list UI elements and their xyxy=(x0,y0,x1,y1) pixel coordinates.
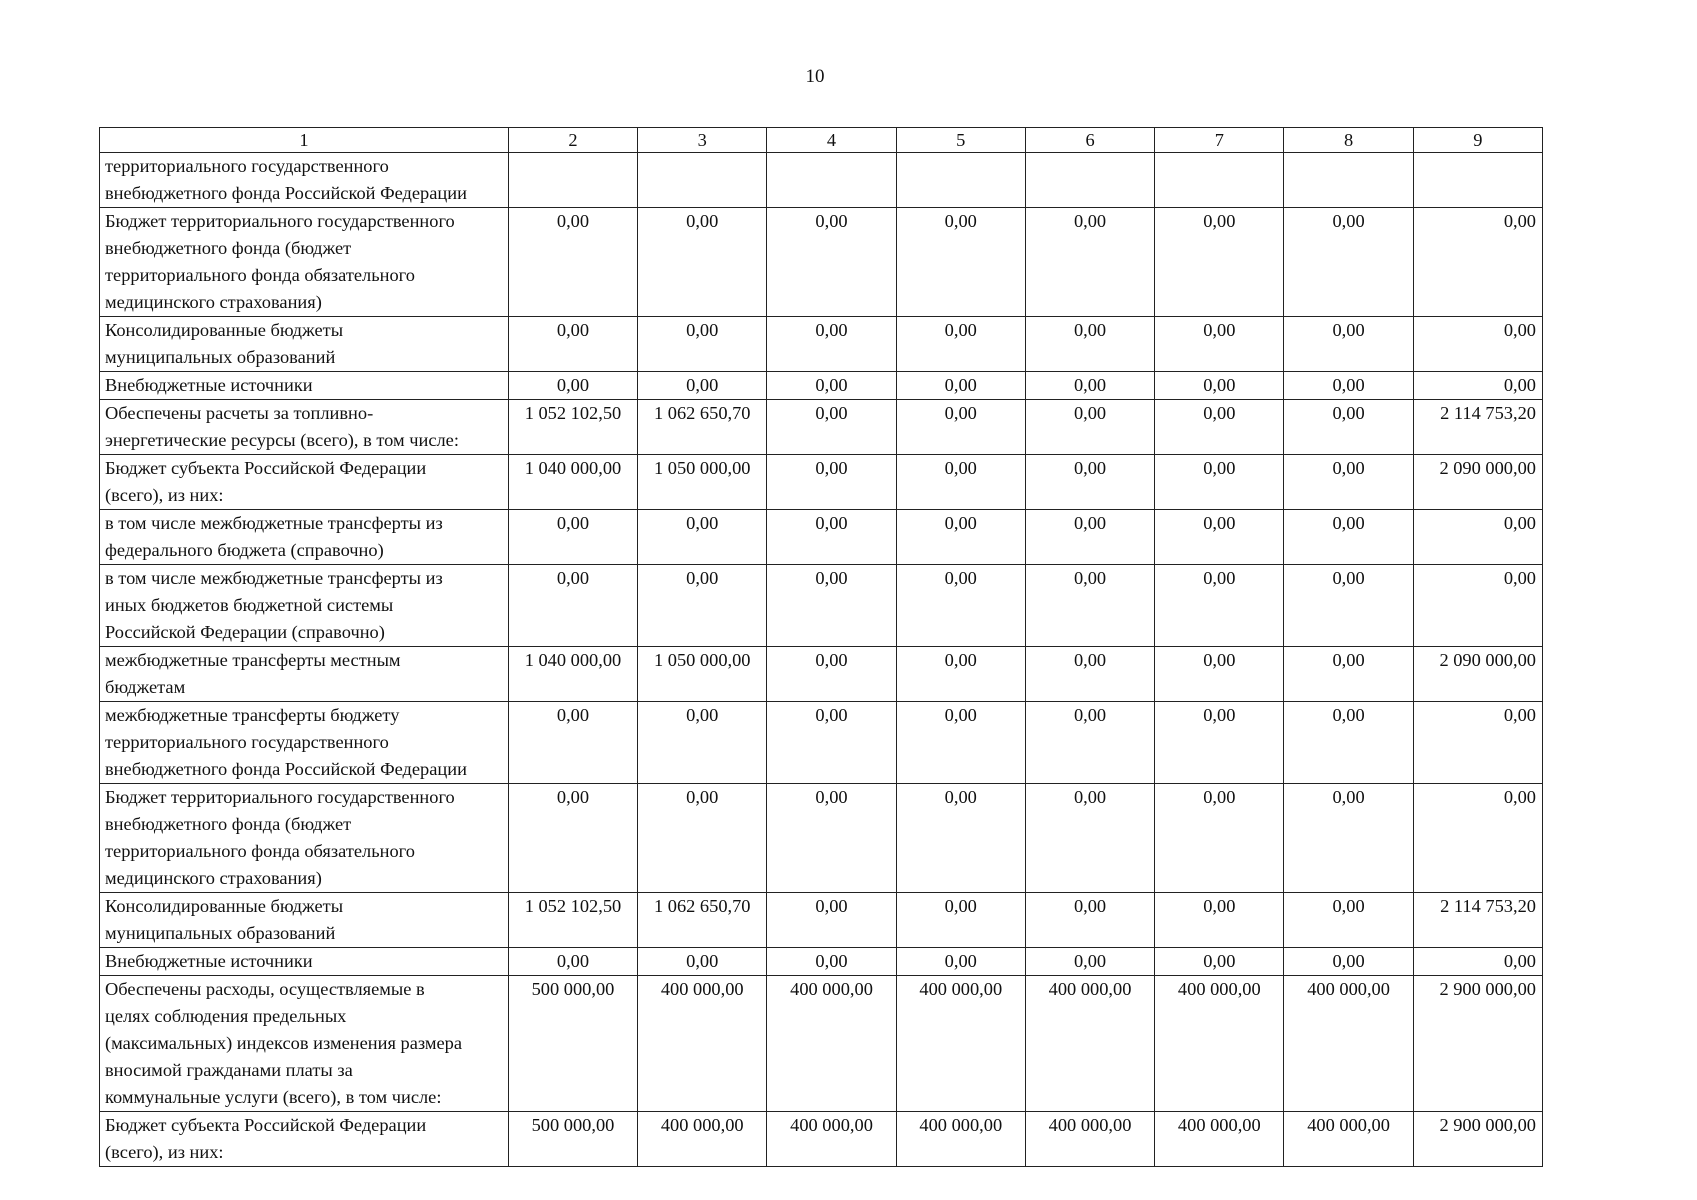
value-cell: 0,00 xyxy=(1284,565,1413,647)
value-cell: 0,00 xyxy=(1284,372,1413,400)
column-header: 6 xyxy=(1025,128,1154,153)
value-cell: 0,00 xyxy=(767,702,896,784)
value-cell: 0,00 xyxy=(1155,400,1284,455)
value-cell: 0,00 xyxy=(1155,702,1284,784)
value-cell: 500 000,00 xyxy=(508,976,637,1112)
value-cell: 0,00 xyxy=(638,317,767,372)
value-cell: 0,00 xyxy=(1413,317,1542,372)
value-cell: 0,00 xyxy=(1413,208,1542,317)
value-cell: 0,00 xyxy=(767,893,896,948)
value-cell: 1 050 000,00 xyxy=(638,455,767,510)
value-cell: 0,00 xyxy=(767,400,896,455)
value-cell: 0,00 xyxy=(1284,400,1413,455)
column-header: 8 xyxy=(1284,128,1413,153)
value-cell xyxy=(1413,153,1542,208)
table-row xyxy=(100,317,1543,372)
value-cell: 0,00 xyxy=(1025,317,1154,372)
row-label: в том числе межбюджетные трансферты из иных бюджетов бюджетной системы Российской Федерации (справочно) xyxy=(100,565,509,647)
value-cell: 0,00 xyxy=(1284,784,1413,893)
value-cell: 0,00 xyxy=(508,317,637,372)
row-label: Обеспечены расчеты за топливно- энергетические ресурсы (всего), в том числе: xyxy=(100,400,509,455)
row-label: Бюджет территориального государственного внебюджетного фонда (бюджет территориального фонда обязательного медицинского страхования) xyxy=(100,208,509,317)
table-row xyxy=(100,455,1543,510)
row-label: Консолидированные бюджеты муниципальных образований xyxy=(100,317,509,372)
table-header-row xyxy=(100,128,1543,153)
row-label: Консолидированные бюджеты муниципальных образований xyxy=(100,893,509,948)
value-cell: 1 062 650,70 xyxy=(638,400,767,455)
value-cell xyxy=(767,153,896,208)
value-cell: 0,00 xyxy=(767,317,896,372)
value-cell: 0,00 xyxy=(1413,784,1542,893)
value-cell: 0,00 xyxy=(1413,565,1542,647)
value-cell: 0,00 xyxy=(508,784,637,893)
value-cell: 0,00 xyxy=(508,510,637,565)
value-cell: 0,00 xyxy=(1284,893,1413,948)
value-cell: 0,00 xyxy=(896,784,1025,893)
value-cell: 0,00 xyxy=(1025,784,1154,893)
column-header: 4 xyxy=(767,128,896,153)
row-label: Бюджет субъекта Российской Федерации (всего), из них: xyxy=(100,1112,509,1167)
table-row xyxy=(100,565,1543,647)
value-cell: 0,00 xyxy=(1155,510,1284,565)
value-cell: 0,00 xyxy=(1025,565,1154,647)
value-cell: 0,00 xyxy=(1155,372,1284,400)
value-cell: 0,00 xyxy=(1025,948,1154,976)
value-cell: 400 000,00 xyxy=(638,1112,767,1167)
value-cell: 400 000,00 xyxy=(1155,976,1284,1112)
value-cell xyxy=(1284,153,1413,208)
value-cell: 400 000,00 xyxy=(767,976,896,1112)
value-cell: 0,00 xyxy=(1025,400,1154,455)
table-row xyxy=(100,976,1543,1112)
value-cell: 0,00 xyxy=(767,372,896,400)
row-label: межбюджетные трансферты местным бюджетам xyxy=(100,647,509,702)
value-cell: 0,00 xyxy=(638,208,767,317)
value-cell: 2 900 000,00 xyxy=(1413,976,1542,1112)
value-cell: 500 000,00 xyxy=(508,1112,637,1167)
row-label: в том числе межбюджетные трансферты из федерального бюджета (справочно) xyxy=(100,510,509,565)
value-cell: 0,00 xyxy=(896,948,1025,976)
value-cell: 0,00 xyxy=(1025,372,1154,400)
value-cell: 0,00 xyxy=(638,510,767,565)
value-cell: 2 090 000,00 xyxy=(1413,455,1542,510)
value-cell: 0,00 xyxy=(767,510,896,565)
value-cell: 400 000,00 xyxy=(896,976,1025,1112)
value-cell: 0,00 xyxy=(508,372,637,400)
value-cell: 0,00 xyxy=(1284,702,1413,784)
value-cell: 0,00 xyxy=(1413,948,1542,976)
value-cell: 0,00 xyxy=(1025,510,1154,565)
row-label: Бюджет территориального государственного внебюджетного фонда (бюджет территориального фонда обязательного медицинского страхования) xyxy=(100,784,509,893)
value-cell: 0,00 xyxy=(1284,208,1413,317)
row-label: межбюджетные трансферты бюджету территориального государственного внебюджетного фонда Российской Федерации xyxy=(100,702,509,784)
value-cell: 0,00 xyxy=(1284,510,1413,565)
value-cell: 2 900 000,00 xyxy=(1413,1112,1542,1167)
value-cell: 0,00 xyxy=(767,565,896,647)
value-cell: 0,00 xyxy=(896,647,1025,702)
value-cell: 0,00 xyxy=(508,702,637,784)
table-row xyxy=(100,893,1543,948)
table-row xyxy=(100,702,1543,784)
value-cell: 0,00 xyxy=(508,208,637,317)
value-cell xyxy=(1155,153,1284,208)
value-cell xyxy=(508,153,637,208)
value-cell: 0,00 xyxy=(638,702,767,784)
value-cell xyxy=(896,153,1025,208)
column-header: 7 xyxy=(1155,128,1284,153)
value-cell: 1 040 000,00 xyxy=(508,647,637,702)
table-row xyxy=(100,948,1543,976)
value-cell: 0,00 xyxy=(1155,784,1284,893)
column-header: 3 xyxy=(638,128,767,153)
table-row xyxy=(100,208,1543,317)
row-label: Обеспечены расходы, осуществляемые в целях соблюдения предельных (максимальных) индексов изменения размера вносимой гражданами платы за коммунальные услуги (всего), в том числе: xyxy=(100,976,509,1112)
value-cell: 0,00 xyxy=(1155,455,1284,510)
value-cell: 2 114 753,20 xyxy=(1413,400,1542,455)
value-cell: 0,00 xyxy=(1155,565,1284,647)
value-cell: 0,00 xyxy=(638,784,767,893)
value-cell: 0,00 xyxy=(896,510,1025,565)
value-cell: 0,00 xyxy=(896,372,1025,400)
table-row xyxy=(100,372,1543,400)
value-cell: 0,00 xyxy=(1025,702,1154,784)
row-label: территориального государственного внебюджетного фонда Российской Федерации xyxy=(100,153,509,208)
value-cell: 0,00 xyxy=(767,948,896,976)
value-cell: 0,00 xyxy=(1025,893,1154,948)
value-cell: 2 114 753,20 xyxy=(1413,893,1542,948)
value-cell: 1 062 650,70 xyxy=(638,893,767,948)
value-cell: 0,00 xyxy=(508,565,637,647)
value-cell: 400 000,00 xyxy=(1284,976,1413,1112)
value-cell: 0,00 xyxy=(767,647,896,702)
value-cell: 0,00 xyxy=(508,948,637,976)
value-cell: 2 090 000,00 xyxy=(1413,647,1542,702)
value-cell: 400 000,00 xyxy=(896,1112,1025,1167)
value-cell: 0,00 xyxy=(1155,893,1284,948)
value-cell: 0,00 xyxy=(1284,948,1413,976)
value-cell: 0,00 xyxy=(638,948,767,976)
budget-table xyxy=(99,127,1543,1167)
table-row xyxy=(100,1112,1543,1167)
value-cell: 0,00 xyxy=(1413,510,1542,565)
row-label: Внебюджетные источники xyxy=(100,948,509,976)
value-cell: 1 052 102,50 xyxy=(508,893,637,948)
value-cell xyxy=(638,153,767,208)
value-cell: 400 000,00 xyxy=(1155,1112,1284,1167)
value-cell: 400 000,00 xyxy=(767,1112,896,1167)
value-cell: 0,00 xyxy=(896,565,1025,647)
value-cell: 0,00 xyxy=(1413,372,1542,400)
column-header: 1 xyxy=(100,128,509,153)
value-cell: 400 000,00 xyxy=(638,976,767,1112)
row-label: Бюджет субъекта Российской Федерации (всего), из них: xyxy=(100,455,509,510)
column-header: 9 xyxy=(1413,128,1542,153)
table-row xyxy=(100,400,1543,455)
value-cell: 400 000,00 xyxy=(1284,1112,1413,1167)
value-cell: 1 040 000,00 xyxy=(508,455,637,510)
value-cell: 0,00 xyxy=(1284,647,1413,702)
value-cell: 0,00 xyxy=(1155,208,1284,317)
value-cell: 400 000,00 xyxy=(1025,976,1154,1112)
value-cell: 0,00 xyxy=(896,455,1025,510)
table-body xyxy=(100,153,1543,1167)
table-row xyxy=(100,510,1543,565)
value-cell: 0,00 xyxy=(1413,702,1542,784)
value-cell: 0,00 xyxy=(1025,208,1154,317)
table-row xyxy=(100,153,1543,208)
page-number: 10 xyxy=(805,66,825,87)
value-cell: 0,00 xyxy=(1155,647,1284,702)
value-cell: 0,00 xyxy=(896,702,1025,784)
value-cell: 0,00 xyxy=(1025,455,1154,510)
table-row xyxy=(100,784,1543,893)
value-cell: 0,00 xyxy=(1284,317,1413,372)
row-label: Внебюджетные источники xyxy=(100,372,509,400)
value-cell: 0,00 xyxy=(1025,647,1154,702)
table-row xyxy=(100,647,1543,702)
value-cell: 0,00 xyxy=(896,317,1025,372)
column-header: 2 xyxy=(508,128,637,153)
value-cell: 0,00 xyxy=(638,565,767,647)
value-cell: 1 052 102,50 xyxy=(508,400,637,455)
value-cell: 0,00 xyxy=(896,208,1025,317)
value-cell xyxy=(1025,153,1154,208)
value-cell: 0,00 xyxy=(896,400,1025,455)
value-cell: 0,00 xyxy=(638,372,767,400)
value-cell: 400 000,00 xyxy=(1025,1112,1154,1167)
value-cell: 0,00 xyxy=(1284,455,1413,510)
value-cell: 0,00 xyxy=(767,784,896,893)
value-cell: 0,00 xyxy=(767,455,896,510)
value-cell: 0,00 xyxy=(767,208,896,317)
value-cell: 0,00 xyxy=(1155,948,1284,976)
value-cell: 0,00 xyxy=(1155,317,1284,372)
column-header: 5 xyxy=(896,128,1025,153)
value-cell: 1 050 000,00 xyxy=(638,647,767,702)
value-cell: 0,00 xyxy=(896,893,1025,948)
